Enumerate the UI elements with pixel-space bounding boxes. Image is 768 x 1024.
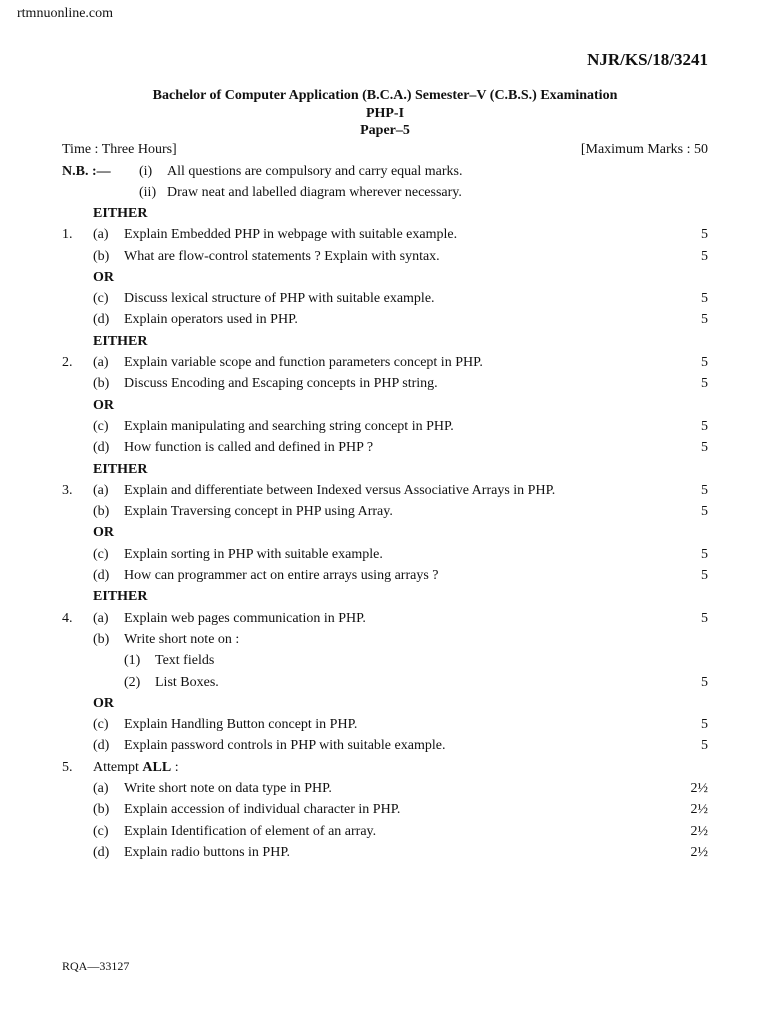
- choice-keyword: EITHER: [93, 461, 148, 477]
- paper-code: NJR/KS/18/3241: [587, 50, 708, 69]
- sub-question-row: [0, 672, 768, 693]
- question-text: How function is called and defined in PHP ?: [124, 440, 374, 456]
- question-marks: 2½: [690, 802, 708, 818]
- question-number: 2.: [62, 355, 73, 371]
- footer-code: RQA—33127: [62, 959, 130, 973]
- question-row: [0, 373, 768, 394]
- question-marks: 5: [701, 227, 708, 243]
- question-text: Explain radio buttons in PHP.: [124, 844, 291, 860]
- question-part: (c): [93, 291, 109, 307]
- question-part: (c): [93, 418, 109, 434]
- instruction-tail: :: [171, 759, 179, 775]
- question-part: (a): [93, 482, 109, 498]
- question-list: [0, 203, 768, 863]
- choice-keyword: OR: [93, 397, 114, 413]
- site-watermark: rtmnuonline.com: [17, 6, 114, 21]
- question-marks: 5: [701, 312, 708, 328]
- nb-item-number: (i): [139, 164, 153, 179]
- question-marks: 5: [701, 291, 708, 307]
- question-row: [0, 608, 768, 629]
- choice-keyword: EITHER: [93, 206, 148, 221]
- section-divider: [0, 586, 768, 607]
- question-row: [0, 309, 768, 330]
- question-text: Explain variable scope and function parameters concept in PHP.: [124, 355, 483, 371]
- question-part: (d): [93, 568, 110, 584]
- question-row: [0, 246, 768, 267]
- question-row: [0, 714, 768, 735]
- section-divider: [0, 267, 768, 288]
- question-row: [0, 629, 768, 650]
- question-marks: 5: [701, 355, 708, 371]
- question-text: Explain Embedded PHP in webpage with suitable example.: [124, 227, 458, 243]
- question-part: (b): [93, 802, 110, 818]
- question-text: Write short note on :: [124, 631, 240, 647]
- question-marks: 5: [701, 610, 708, 626]
- question-part: (d): [93, 440, 110, 456]
- question-text: What are flow-control statements ? Explain with syntax.: [124, 248, 440, 264]
- question-row: [0, 799, 768, 820]
- question-part: (d): [93, 312, 110, 328]
- question-part: (a): [93, 355, 109, 371]
- question-row: [0, 544, 768, 565]
- nb-item-text: Draw neat and labelled diagram wherever necessary.: [167, 185, 462, 200]
- instruction-emphasis: ALL: [142, 759, 172, 775]
- question-text: Explain sorting in PHP with suitable example.: [124, 546, 383, 562]
- question-row: [0, 437, 768, 458]
- question-part: (c): [93, 717, 109, 733]
- question-text: Discuss lexical structure of PHP with suitable example.: [124, 291, 435, 307]
- question-text: Explain Handling Button concept in PHP.: [124, 717, 358, 733]
- instruction-lead: Attempt: [93, 759, 143, 775]
- instruction-text: [93, 757, 179, 778]
- question-marks: 5: [701, 418, 708, 434]
- question-row: [0, 224, 768, 245]
- question-marks: 2½: [690, 781, 708, 797]
- question-marks: 5: [701, 440, 708, 456]
- question-marks: 5: [701, 568, 708, 584]
- subject-title: PHP-I: [365, 106, 405, 121]
- question-row: [0, 778, 768, 799]
- question-text: How can programmer act on entire arrays using arrays ?: [124, 568, 439, 584]
- question-row: [0, 821, 768, 842]
- question-row: [0, 480, 768, 501]
- question-part: (b): [93, 376, 110, 392]
- question-part: (a): [93, 227, 109, 243]
- section-divider: [0, 459, 768, 480]
- question-part: (b): [93, 248, 110, 264]
- question-row: [0, 416, 768, 437]
- question-part: (c): [93, 546, 109, 562]
- choice-keyword: OR: [93, 695, 114, 711]
- question-number: 5.: [62, 759, 73, 775]
- question-marks: 5: [701, 546, 708, 562]
- question-number: 3.: [62, 482, 73, 498]
- section-divider: [0, 693, 768, 714]
- question-marks: 5: [701, 504, 708, 520]
- question-row: [0, 735, 768, 756]
- section-divider: [0, 395, 768, 416]
- question-text: Explain operators used in PHP.: [124, 312, 298, 328]
- question-part: (b): [93, 631, 110, 647]
- question-text: Explain Traversing concept in PHP using Array.: [124, 504, 393, 520]
- question-part: (d): [93, 844, 110, 860]
- question-row: [0, 757, 768, 778]
- question-part: (a): [93, 781, 109, 797]
- question-row: [0, 288, 768, 309]
- question-marks: 2½: [690, 844, 708, 860]
- question-number: 1.: [62, 227, 73, 243]
- question-part: (d): [93, 738, 110, 754]
- maximum-marks: [Maximum Marks : 50: [580, 142, 708, 157]
- paper-number: Paper–5: [360, 123, 410, 138]
- question-row: [0, 352, 768, 373]
- question-marks: 2½: [690, 823, 708, 839]
- question-marks: 5: [701, 674, 708, 690]
- question-row: [0, 842, 768, 863]
- sub-question-text: Text fields: [155, 653, 215, 669]
- question-text: Write short note on data type in PHP.: [124, 781, 332, 797]
- sub-question-row: [0, 650, 768, 671]
- section-divider: [0, 331, 768, 352]
- question-text: Explain password controls in PHP with suitable example.: [124, 738, 446, 754]
- sub-question-text: List Boxes.: [155, 674, 219, 690]
- section-divider: [0, 522, 768, 543]
- exam-title: Bachelor of Computer Application (B.C.A.) Semester–V (C.B.S.) Examination: [152, 88, 618, 103]
- question-text: Explain accession of individual character in PHP.: [124, 802, 401, 818]
- question-marks: 5: [701, 717, 708, 733]
- question-number: 4.: [62, 610, 73, 626]
- question-text: Explain Identification of element of an array.: [124, 823, 377, 839]
- question-marks: 5: [701, 482, 708, 498]
- nb-item-text: All questions are compulsory and carry equal marks.: [167, 164, 463, 179]
- question-text: Explain manipulating and searching string concept in PHP.: [124, 418, 454, 434]
- nb-item-number: (ii): [139, 185, 157, 200]
- question-part: (b): [93, 504, 110, 520]
- question-row: [0, 501, 768, 522]
- choice-keyword: EITHER: [93, 333, 148, 349]
- question-marks: 5: [701, 738, 708, 754]
- question-text: Discuss Encoding and Escaping concepts in PHP string.: [124, 376, 438, 392]
- question-row: [0, 565, 768, 586]
- time-allowed: Time : Three Hours]: [62, 142, 177, 157]
- nb-label: N.B. :—: [62, 164, 111, 179]
- sub-question-number: (2): [124, 674, 141, 690]
- question-marks: 5: [701, 248, 708, 264]
- question-marks: 5: [701, 376, 708, 392]
- choice-keyword: EITHER: [93, 589, 148, 605]
- question-part: (c): [93, 823, 109, 839]
- question-text: Explain and differentiate between Indexed versus Associative Arrays in PHP.: [124, 482, 556, 498]
- question-part: (a): [93, 610, 109, 626]
- choice-keyword: OR: [93, 525, 114, 541]
- sub-question-number: (1): [124, 653, 141, 669]
- section-divider: [0, 203, 768, 224]
- question-text: Explain web pages communication in PHP.: [124, 610, 366, 626]
- choice-keyword: OR: [93, 269, 114, 285]
